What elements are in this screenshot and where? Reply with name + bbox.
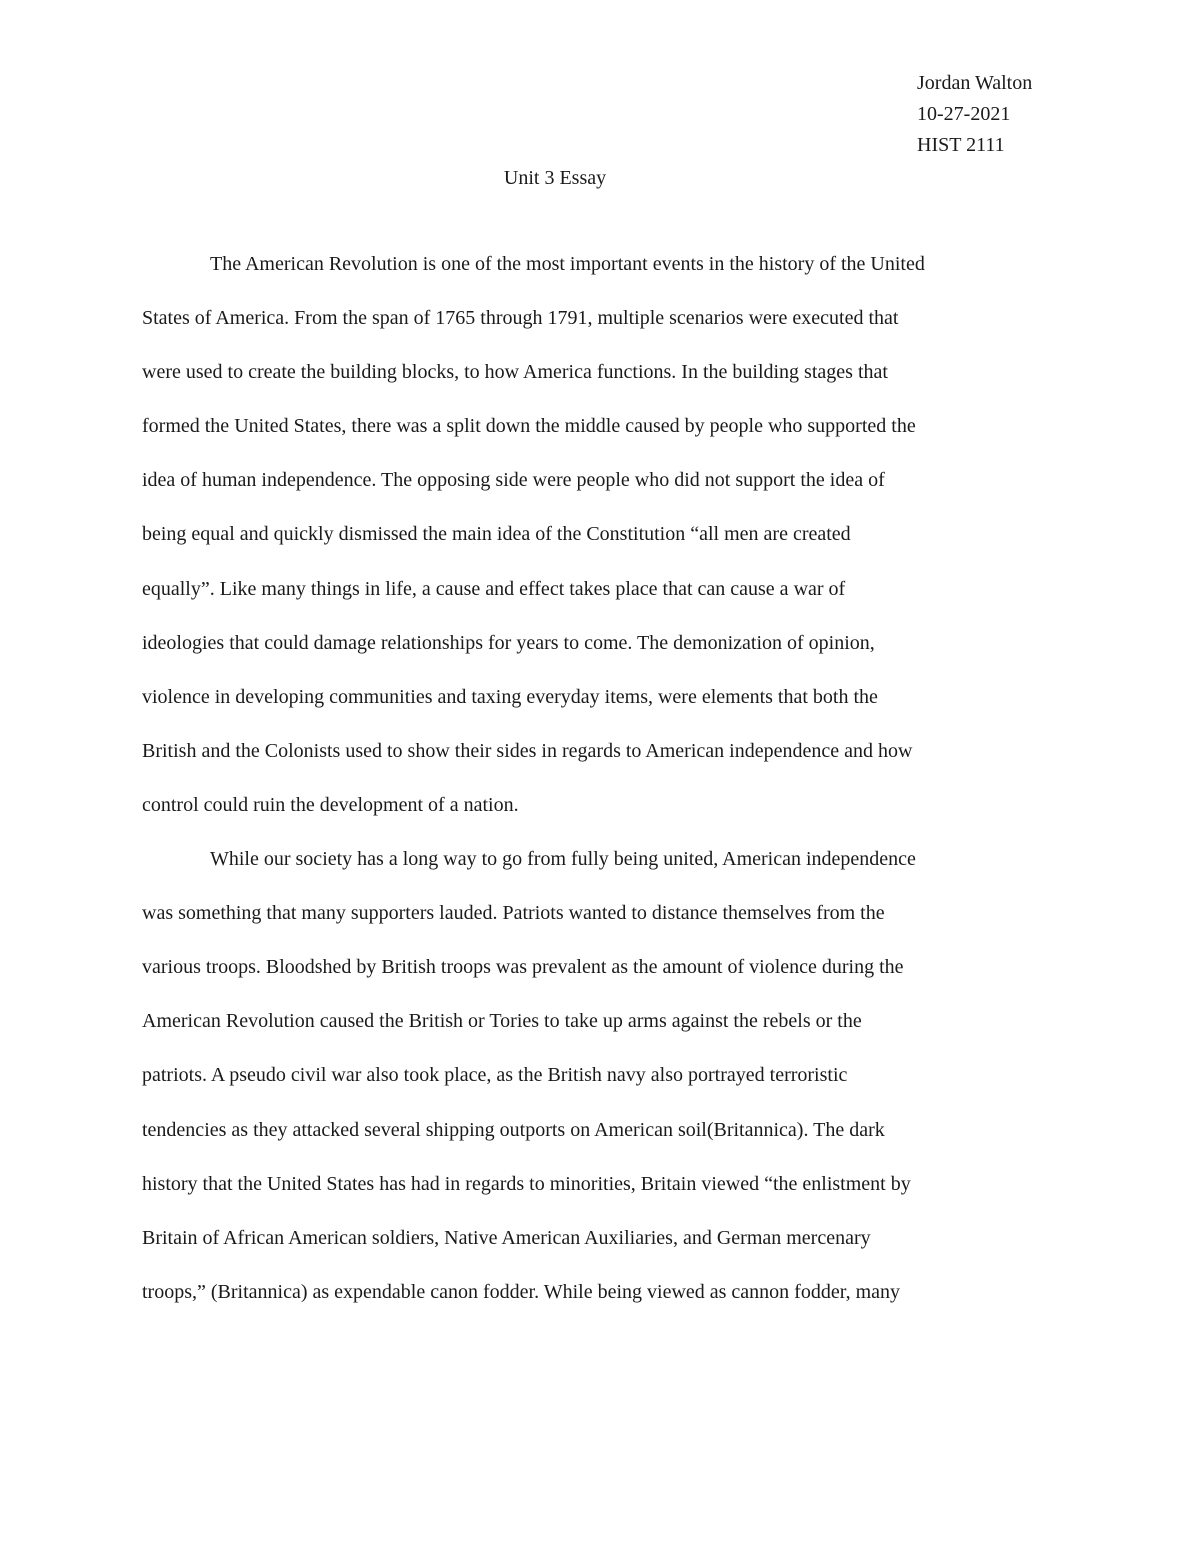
paragraph-line: While our society has a long way to go from fully being united, American independence <box>210 848 916 871</box>
author-name: Jordan Walton <box>917 72 1033 94</box>
paragraph-line: being equal and quickly dismissed the main idea of the Constitution “all men are created <box>142 523 851 546</box>
essay-date: 10-27-2021 <box>917 103 1011 125</box>
paragraph-line: Britain of African American soldiers, Native American Auxiliaries, and German mercenary <box>142 1226 871 1249</box>
paragraph-line: control could ruin the development of a nation. <box>142 793 519 816</box>
paragraph-line: equally”. Like many things in life, a cause and effect takes place that can cause a war of <box>142 577 846 600</box>
paragraph-line: violence in developing communities and taxing everyday items, were elements that both the <box>142 685 878 708</box>
paragraph-line: formed the United States, there was a split down the middle caused by people who supported the <box>142 415 916 438</box>
paragraph-line: was something that many supporters lauded. Patriots wanted to distance themselves from the <box>142 902 885 925</box>
header-block <box>917 68 1032 161</box>
paragraph-line: American Revolution caused the British or Tories to take up arms against the rebels or the <box>142 1010 862 1033</box>
paragraph-line: patriots. A pseudo civil war also took place, as the British navy also portrayed terroristic <box>142 1064 848 1087</box>
paragraph-2 <box>142 832 1062 1319</box>
paragraph-line: ideologies that could damage relationships for years to come. The demonization of opinion, <box>142 631 875 654</box>
paragraph-line: various troops. Bloodshed by British troops was prevalent as the amount of violence during the <box>142 956 904 979</box>
paragraph-line: idea of human independence. The opposing side were people who did not support the idea of <box>142 469 885 492</box>
paragraph-line: British and the Colonists used to show their sides in regards to American independence and how <box>142 739 913 762</box>
essay-body <box>142 237 1062 1319</box>
paragraph-line: tendencies as they attacked several shipping outports on American soil(Britannica). The dark <box>142 1118 885 1141</box>
paragraph-line: troops,” (Britannica) as expendable canon fodder. While being viewed as cannon fodder, many <box>142 1280 901 1303</box>
paragraph-1 <box>142 237 1062 832</box>
essay-title: Unit 3 Essay <box>503 167 607 189</box>
paragraph-line: were used to create the building blocks, to how America functions. In the building stages that <box>142 361 888 384</box>
paragraph-line: The American Revolution is one of the most important events in the history of the United <box>210 253 925 275</box>
paragraph-line: history that the United States has had in regards to minorities, Britain viewed “the enlistment by <box>142 1172 911 1195</box>
course-code: HIST 2111 <box>917 134 1005 156</box>
paragraph-line: States of America. From the span of 1765 through 1791, multiple scenarios were executed that <box>142 307 899 330</box>
